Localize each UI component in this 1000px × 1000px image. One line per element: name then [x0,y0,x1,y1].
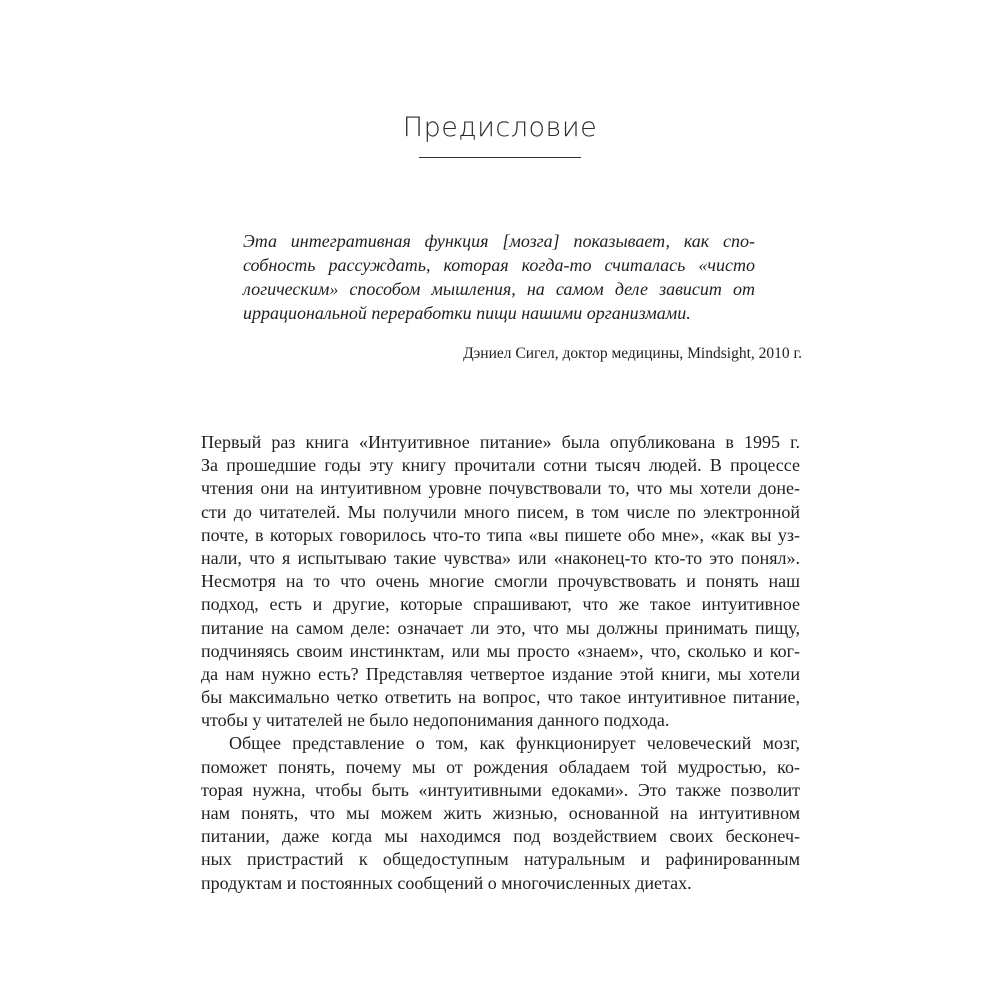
text-line: Общее представление о том, как функционирует человеческий мозг, [229,733,800,754]
text-line: питании, даже когда мы находимся под воздействием своих бесконеч- [201,826,800,847]
epigraph-line: Эта интегративная функция [мозга] показывает, как спо- [243,231,755,251]
text-line: почте, в которых говорилось что-то типа «вы пишете обо мне», «как вы уз- [201,524,800,545]
text-line: ных пристрастий к общедоступным натуральным и рафинированным [201,849,800,870]
epigraph [243,229,755,325]
text-line: поможет понять, почему мы от рождения обладаем той мудростью, ко- [201,756,800,777]
epigraph-line: собность рассуждать, которая когда-то считалась «чисто [243,255,755,275]
text-line: нам понять, что мы можем жить жизнью, основанной на интуитивном [201,803,800,823]
epigraph-line: иррациональной переработки пищи нашими организмами. [243,303,691,323]
text-line: сти до читателей. Мы получили много писем, в том числе по электронной [201,501,800,522]
text-line: продуктам и постоянных сообщений о многочисленных диетах. [201,872,692,893]
epigraph-attribution: Дэниел Сигел, доктор медицины, Mindsight, 2010 г. [463,345,802,362]
text-line: чтобы у читателей не было недопонимания данного подхода. [201,710,670,731]
text-line: За прошедшие годы эту книгу прочитали сотни тысяч людей. В процессе [201,455,800,476]
text-line: подход, есть и другие, которые спрашивают, что же такое интуитивное [201,594,800,615]
text-line: чтения они на интуитивном уровне почувствовали то, что мы хотели доне- [201,478,800,499]
chapter-title: Предисловие [402,112,598,143]
epigraph-line: логическим» способом мышления, на самом деле зависит от [243,279,755,299]
text-line: бы максимально четко ответить на вопрос, что такое интуитивное питание, [201,687,800,708]
paragraph-1 [201,431,800,732]
body-text [201,431,800,895]
paragraph-2 [201,732,800,894]
title-underline [419,157,581,158]
text-line: подчиняясь своим инстинктам, или мы просто «знаем», что, сколько и ког- [201,640,800,661]
text-line: питание на самом деле: означает ли это, что мы должны принимать пищу, [201,617,800,638]
text-line: Несмотря на то что очень многие смогли прочувствовать и понять наш [201,571,800,592]
text-line: Первый раз книга «Интуитивное питание» была опубликована в 1995 г. [201,432,800,452]
text-line: нали, что я испытываю такие чувства» или «наконец-то кто-то это понял». [201,547,800,568]
text-line: да нам нужно есть? Представляя четвертое издание этой книги, мы хотели [201,663,800,684]
text-line: торая нужна, чтобы быть «интуитивными едоками». Это также позволит [201,779,800,800]
